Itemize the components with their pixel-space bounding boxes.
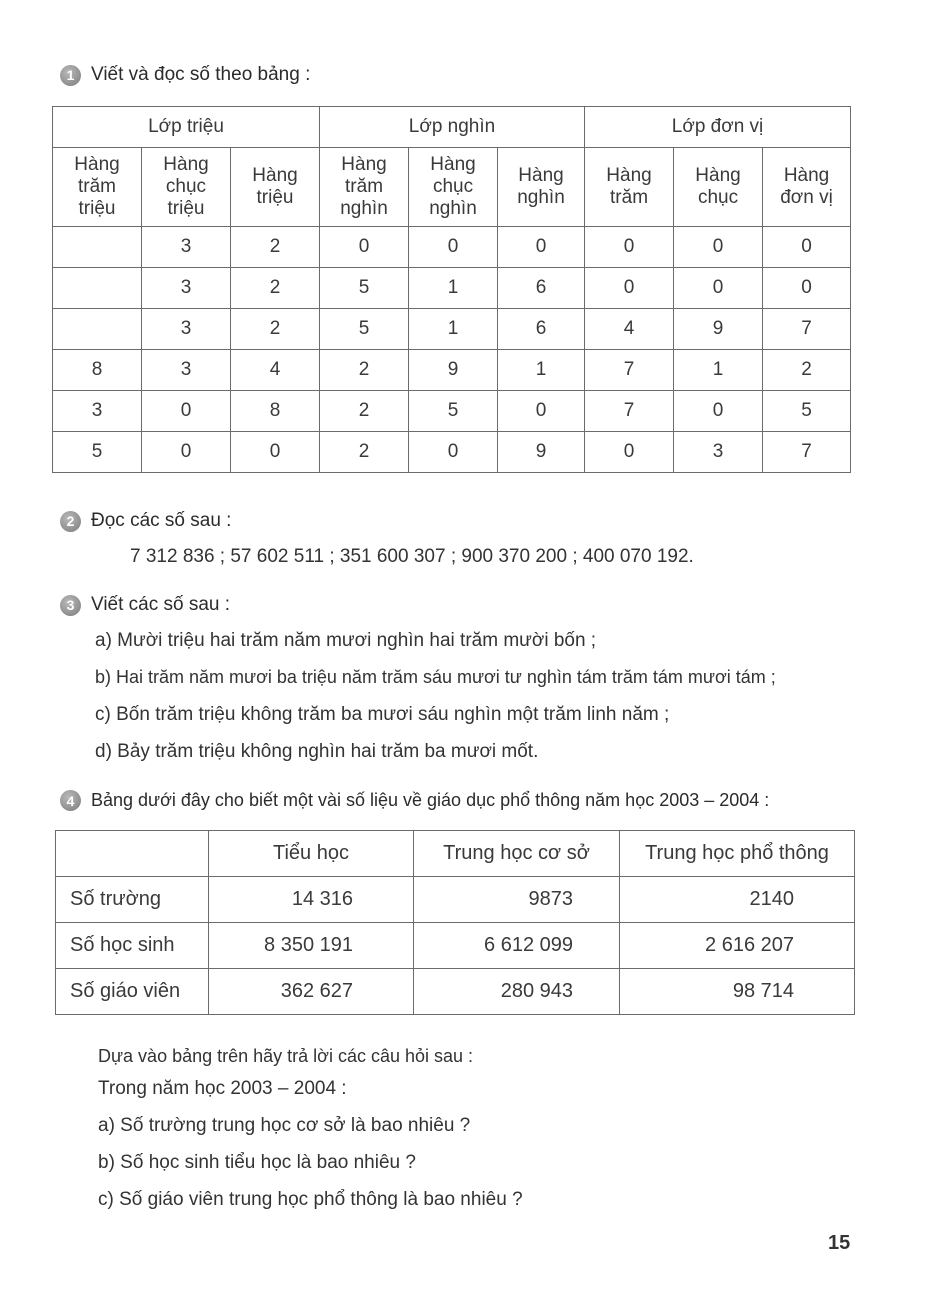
table-row xyxy=(53,227,851,268)
group-header: Lớp triệu xyxy=(53,107,320,148)
year-text: Trong năm học 2003 – 2004 : xyxy=(98,1078,347,1099)
table-cell: 6 xyxy=(498,309,585,350)
table-cell: 4 xyxy=(585,309,674,350)
exercise-number-badge: 1 xyxy=(60,65,81,86)
table-row xyxy=(56,923,855,969)
table-cell: 1 xyxy=(674,350,763,391)
place-header: Hàng chục triệu xyxy=(142,148,231,227)
place-header: Hàng nghìn xyxy=(498,148,585,227)
list-item: d) Bảy trăm triệu không nghìn hai trăm ba mươi mốt. xyxy=(95,741,539,762)
column-header: Trung học phổ thông xyxy=(620,831,855,877)
table-cell: 14 316 xyxy=(209,877,414,923)
table-cell: 98 714 xyxy=(620,969,855,1015)
table-cell: 1 xyxy=(498,350,585,391)
question-item: c) Số giáo viên trung học phổ thông là bao nhiêu ? xyxy=(98,1189,523,1210)
table-cell: 3 xyxy=(53,391,142,432)
table-cell: 9 xyxy=(409,350,498,391)
row-label: Số giáo viên xyxy=(56,969,209,1015)
table-cell: 0 xyxy=(142,391,231,432)
table-cell xyxy=(53,309,142,350)
table-cell: 0 xyxy=(320,227,409,268)
table-cell: 2 xyxy=(231,309,320,350)
table-cell: 0 xyxy=(674,227,763,268)
place-header-row xyxy=(53,148,851,227)
table-cell: 8 xyxy=(53,350,142,391)
table-row xyxy=(53,391,851,432)
exercise-4-heading xyxy=(60,790,769,811)
place-header: Hàng trăm nghìn xyxy=(320,148,409,227)
class-group-row xyxy=(53,107,851,148)
question-item: b) Số học sinh tiểu học là bao nhiêu ? xyxy=(98,1152,416,1173)
exercise-1-heading xyxy=(60,64,310,86)
place-header: Hàng trăm xyxy=(585,148,674,227)
table-cell: 7 xyxy=(585,350,674,391)
place-value-table xyxy=(52,106,851,473)
table-cell: 1 xyxy=(409,309,498,350)
table-cell: 0 xyxy=(674,268,763,309)
table-cell: 8 xyxy=(231,391,320,432)
table-cell: 2 xyxy=(320,432,409,473)
table-cell: 0 xyxy=(409,432,498,473)
table-cell: 3 xyxy=(142,309,231,350)
numbers-to-read: 7 312 836 ; 57 602 511 ; 351 600 307 ; 900 370 200 ; 400 070 192. xyxy=(130,546,694,567)
table-cell: 2 xyxy=(231,268,320,309)
table-cell: 0 xyxy=(585,432,674,473)
table-cell: 0 xyxy=(231,432,320,473)
table-cell: 9 xyxy=(498,432,585,473)
table-cell: 7 xyxy=(763,309,851,350)
exercise-title: Đọc các số sau : xyxy=(91,510,232,531)
table-cell: 5 xyxy=(763,391,851,432)
exercise-title: Bảng dưới đây cho biết một vài số liệu về giáo dục phổ thông năm học 2003 – 2004 : xyxy=(91,790,770,810)
table-cell: 280 943 xyxy=(414,969,620,1015)
table-header-row xyxy=(56,831,855,877)
table-cell: 4 xyxy=(231,350,320,391)
exercise-number-badge: 4 xyxy=(60,790,81,811)
table-cell: 3 xyxy=(674,432,763,473)
table-cell: 3 xyxy=(142,350,231,391)
table-row xyxy=(56,969,855,1015)
table-cell: 0 xyxy=(498,227,585,268)
table-cell: 5 xyxy=(409,391,498,432)
column-header: Trung học cơ sở xyxy=(414,831,620,877)
table-row xyxy=(53,309,851,350)
list-item: c) Bốn trăm triệu không trăm ba mươi sáu nghìn một trăm linh năm ; xyxy=(95,704,670,725)
place-header: Hàng trăm triệu xyxy=(53,148,142,227)
exercise-number-badge: 3 xyxy=(60,595,81,616)
place-header: Hàng triệu xyxy=(231,148,320,227)
table-row xyxy=(53,350,851,391)
table-cell: 2140 xyxy=(620,877,855,923)
exercise-number-badge: 2 xyxy=(60,511,81,532)
place-header: Hàng chục nghìn xyxy=(409,148,498,227)
table-cell: 2 xyxy=(231,227,320,268)
table-cell: 3 xyxy=(142,268,231,309)
column-header: Tiểu học xyxy=(209,831,414,877)
exercise-2-heading xyxy=(60,510,231,532)
table-cell: 5 xyxy=(53,432,142,473)
table-cell: 7 xyxy=(763,432,851,473)
table-cell: 0 xyxy=(763,227,851,268)
table-cell: 362 627 xyxy=(209,969,414,1015)
group-header: Lớp đơn vị xyxy=(585,107,851,148)
place-header: Hàng chục xyxy=(674,148,763,227)
table-row xyxy=(53,432,851,473)
table-row xyxy=(56,877,855,923)
table-cell: 6 xyxy=(498,268,585,309)
table-cell: 8 350 191 xyxy=(209,923,414,969)
table-row xyxy=(53,268,851,309)
table-cell: 2 xyxy=(320,350,409,391)
list-item: a) Mười triệu hai trăm năm mươi nghìn hai trăm mười bốn ; xyxy=(95,630,597,651)
place-header: Hàng đơn vị xyxy=(763,148,851,227)
table-cell: 0 xyxy=(763,268,851,309)
table-cell: 5 xyxy=(320,268,409,309)
table-cell: 0 xyxy=(142,432,231,473)
table-cell: 2 xyxy=(763,350,851,391)
table-cell: 6 612 099 xyxy=(414,923,620,969)
exercise-title: Viết các số sau : xyxy=(91,594,231,615)
table-cell: 9 xyxy=(674,309,763,350)
table-cell: 2 616 207 xyxy=(620,923,855,969)
table-cell xyxy=(53,268,142,309)
row-label: Số trường xyxy=(56,877,209,923)
group-header: Lớp nghìn xyxy=(320,107,585,148)
exercise-3-heading xyxy=(60,594,230,616)
row-label: Số học sinh xyxy=(56,923,209,969)
table-cell: 9873 xyxy=(414,877,620,923)
table-cell: 0 xyxy=(409,227,498,268)
table-cell: 5 xyxy=(320,309,409,350)
table-cell: 0 xyxy=(674,391,763,432)
table-cell: 0 xyxy=(498,391,585,432)
table-cell: 1 xyxy=(409,268,498,309)
table-cell: 3 xyxy=(142,227,231,268)
corner-cell xyxy=(56,831,209,877)
page-number: 15 xyxy=(828,1232,851,1254)
instruction-text: Dựa vào bảng trên hãy trả lời các câu hỏi sau : xyxy=(98,1046,474,1066)
list-item: b) Hai trăm năm mươi ba triệu năm trăm sáu mươi tư nghìn tám trăm tám mươi tám ; xyxy=(95,667,776,687)
question-item: a) Số trường trung học cơ sở là bao nhiêu ? xyxy=(98,1115,471,1136)
table-cell: 0 xyxy=(585,227,674,268)
education-stats-table xyxy=(55,830,855,1015)
table-cell: 0 xyxy=(585,268,674,309)
table-cell xyxy=(53,227,142,268)
table-cell: 7 xyxy=(585,391,674,432)
table-cell: 2 xyxy=(320,391,409,432)
exercise-title: Viết và đọc số theo bảng : xyxy=(91,64,311,85)
